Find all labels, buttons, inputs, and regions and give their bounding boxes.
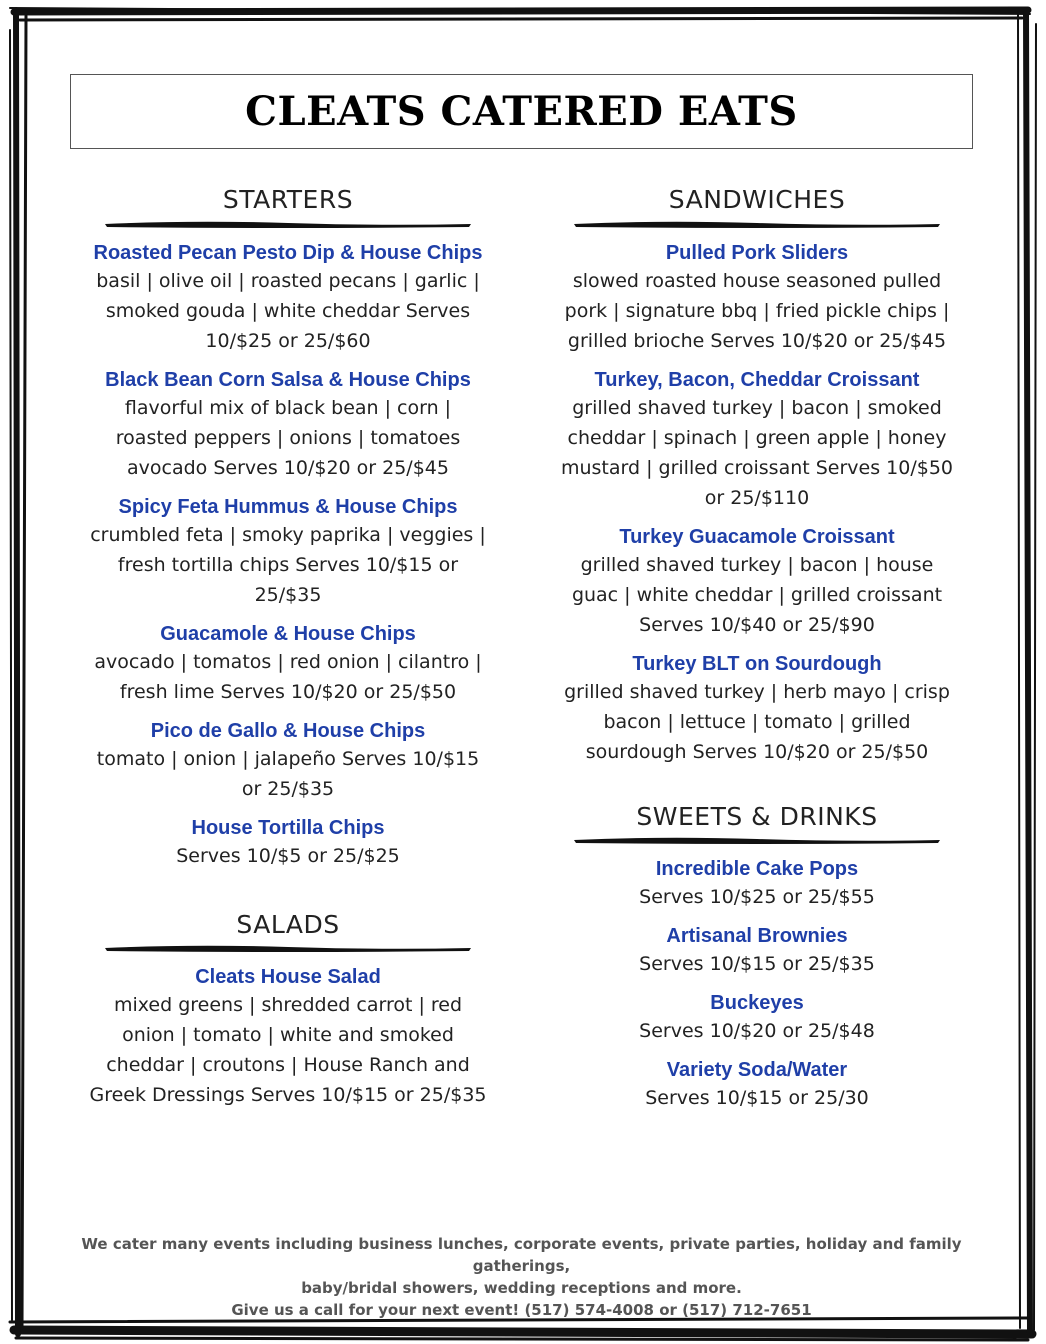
item-name: Pico de Gallo & House Chips (150, 719, 426, 742)
menu-item (88, 719, 488, 804)
title-box (70, 74, 973, 149)
item-name: Turkey, Bacon, Cheddar Croissant (594, 368, 920, 391)
menu-item (556, 525, 958, 640)
brush-divider (572, 219, 942, 229)
menu-item (88, 241, 488, 356)
salads-heading: SALADS (236, 909, 340, 939)
item-description: crumbled feta | smoky paprika | veggies | fresh tortilla chips Serves 10/$15 or 25/$35 (90, 523, 486, 606)
sandwiches-heading: SANDWICHES (668, 185, 846, 214)
item-name: Cleats House Salad (195, 966, 381, 988)
item-name: Pulled Pork Sliders (665, 241, 849, 264)
menu-item (556, 652, 958, 767)
item-description: slowed roasted house seasoned pulled pork | signature bbq | fried pickle chips | grilled brioche Serves 10/$20 or 25/$45 (564, 269, 950, 352)
sandwiches-section (556, 184, 958, 767)
item-name: Guacamole & House Chips (160, 622, 416, 645)
menu-item (556, 241, 958, 356)
salads-section (88, 909, 488, 1111)
brush-divider (103, 943, 473, 953)
menu-item (556, 857, 958, 912)
footer-line: We cater many events including business lunches, corporate events, private parties, holiday and family gatherings, (81, 1235, 962, 1275)
item-description: grilled shaved turkey | bacon | house guac | white cheddar | grilled croissant Serves 10/$40 or 25/$90 (571, 553, 943, 636)
menu-item (88, 368, 488, 483)
item-description: Serves 10/$5 or 25/$25 (176, 844, 400, 867)
menu-item (88, 495, 488, 610)
footer-line: baby/bridal showers, wedding receptions and more. (301, 1279, 742, 1297)
starters-section (88, 184, 488, 871)
item-description: flavorful mix of black bean | corn | roasted peppers | onions | tomatoes avocado Serves 10/$20 or 25/$45 (115, 396, 461, 479)
right-column (556, 184, 958, 1125)
menu-item (88, 816, 488, 871)
menu-item (556, 991, 958, 1046)
item-name: Turkey BLT on Sourdough (632, 652, 882, 675)
menu-item (88, 622, 488, 707)
item-name: Buckeyes (710, 992, 804, 1014)
item-name: Black Bean Corn Salsa & House Chips (105, 368, 471, 391)
sweets-drinks-section (556, 801, 958, 1114)
menu-item (556, 924, 958, 979)
menu-item (556, 1058, 958, 1113)
item-description: basil | olive oil | roasted pecans | garlic | smoked gouda | white cheddar Serves 10/$25 or 25/$60 (96, 269, 480, 352)
item-description: Serves 10/$15 or 25/30 (645, 1087, 869, 1109)
item-description: tomato | onion | jalapeño Serves 10/$15 or 25/$35 (96, 747, 480, 800)
item-name: Artisanal Brownies (666, 925, 848, 947)
starters-heading: STARTERS (222, 185, 354, 214)
item-description: grilled shaved turkey | bacon | smoked cheddar | spinach | green apple | honey mustard | grilled croissant Serves 10/$50 or 25/$110 (560, 396, 954, 509)
brush-divider (572, 835, 942, 845)
menu-title: CLEATS CATERED EATS (245, 88, 798, 135)
item-name: Incredible Cake Pops (655, 858, 859, 880)
menu-item (556, 368, 958, 513)
footer-contact-line: Give us a call for your next event! (517) 574-4008 or (517) 712-7651 (231, 1301, 812, 1319)
item-name: Spicy Feta Hummus & House Chips (118, 495, 458, 518)
item-name: Variety Soda/Water (666, 1059, 848, 1081)
brush-divider (103, 219, 473, 229)
item-description: mixed greens | shredded carrot | red onion | tomato | white and smoked cheddar | croutons | House Ranch and Greek Dressings Serves 10/$15 or 25/$35 (89, 994, 487, 1106)
menu-item (88, 965, 488, 1110)
item-description: grilled shaved turkey | herb mayo | crisp bacon | lettuce | tomato | grilled sourdough Serves 10/$20 or 25/$50 (564, 680, 950, 763)
item-description: Serves 10/$25 or 25/$55 (639, 886, 875, 908)
item-description: Serves 10/$20 or 25/$48 (639, 1020, 875, 1042)
left-column (88, 184, 488, 1122)
item-description: Serves 10/$15 or 25/$35 (639, 953, 875, 975)
sweets-drinks-heading: SWEETS & DRINKS (636, 801, 878, 831)
item-name: Turkey Guacamole Croissant (619, 525, 895, 548)
item-name: Roasted Pecan Pesto Dip & House Chips (93, 241, 483, 264)
item-name: House Tortilla Chips (191, 816, 385, 839)
item-description: avocado | tomatos | red onion | cilantro | fresh lime Serves 10/$20 or 25/$50 (94, 650, 482, 703)
footer (70, 1233, 973, 1321)
